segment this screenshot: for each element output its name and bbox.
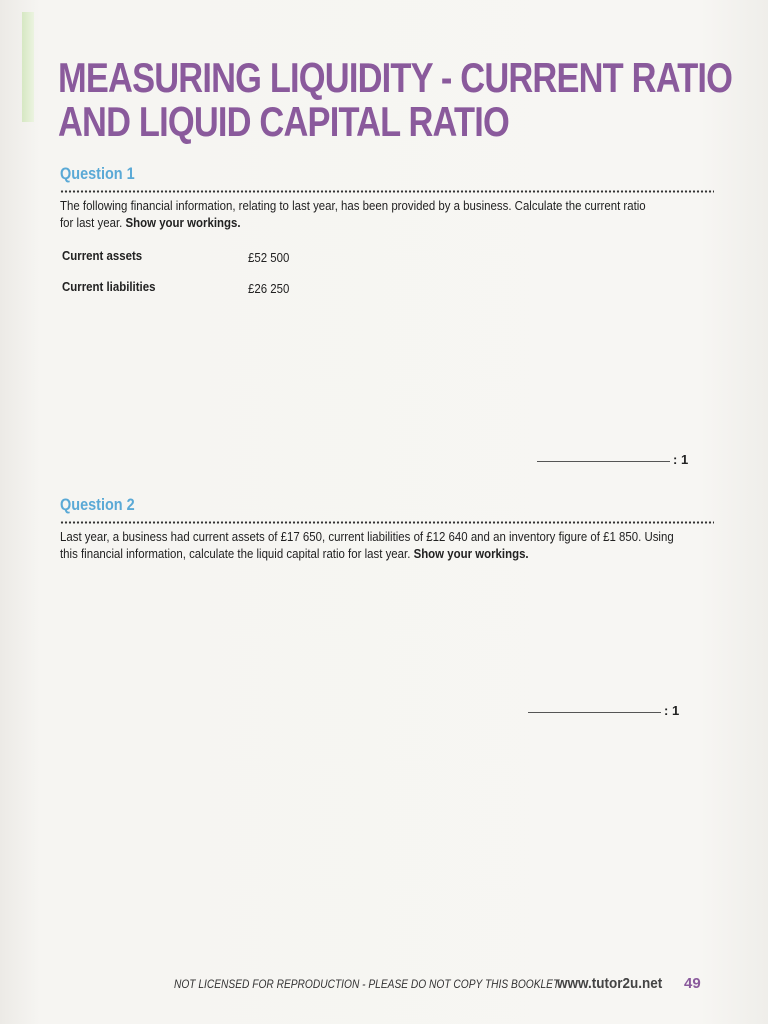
question-2-divider <box>60 521 714 524</box>
question-1-instruction: Show your workings. <box>125 215 241 230</box>
current-assets-label: Current assets <box>62 248 143 263</box>
title-line-1: MEASURING LIQUIDITY - CURRENT RATIO <box>58 54 733 101</box>
question-2-text <box>60 528 676 562</box>
question-2-ratio-suffix: : 1 <box>664 703 680 718</box>
question-1-answer-line[interactable] <box>537 461 670 462</box>
question-1-body: The following financial information, relating to last year, has been provided by a business. Calculate the current ratio for last year. <box>60 198 646 230</box>
current-liabilities-value: £26 250 <box>248 281 290 296</box>
question-2-instruction: Show your workings. <box>413 546 529 561</box>
question-1-ratio-suffix: : 1 <box>673 452 689 467</box>
question-2-heading: Question 2 <box>60 495 135 514</box>
question-1-divider <box>60 190 714 193</box>
copyright-notice: NOT LICENSED FOR REPRODUCTION - PLEASE DO NOT COPY THIS BOOKLET <box>174 977 560 991</box>
title-line-2: AND LIQUID CAPITAL RATIO <box>58 98 509 145</box>
current-liabilities-label: Current liabilities <box>62 279 156 294</box>
question-1-heading: Question 1 <box>60 164 135 183</box>
page-number: 49 <box>684 975 701 992</box>
current-assets-value: £52 500 <box>248 250 290 265</box>
question-2-body: Last year, a business had current assets of £17 650, current liabilities of £12 640 and an inventory figure of £1 850. Using this financial information, calculate the liquid capital ratio for last year. <box>60 529 674 561</box>
binding-strip <box>22 12 34 122</box>
question-1-text <box>60 197 658 231</box>
website-link[interactable]: www.tutor2u.net <box>557 975 663 992</box>
question-2-answer-line[interactable] <box>528 712 661 713</box>
page-title <box>58 54 733 145</box>
